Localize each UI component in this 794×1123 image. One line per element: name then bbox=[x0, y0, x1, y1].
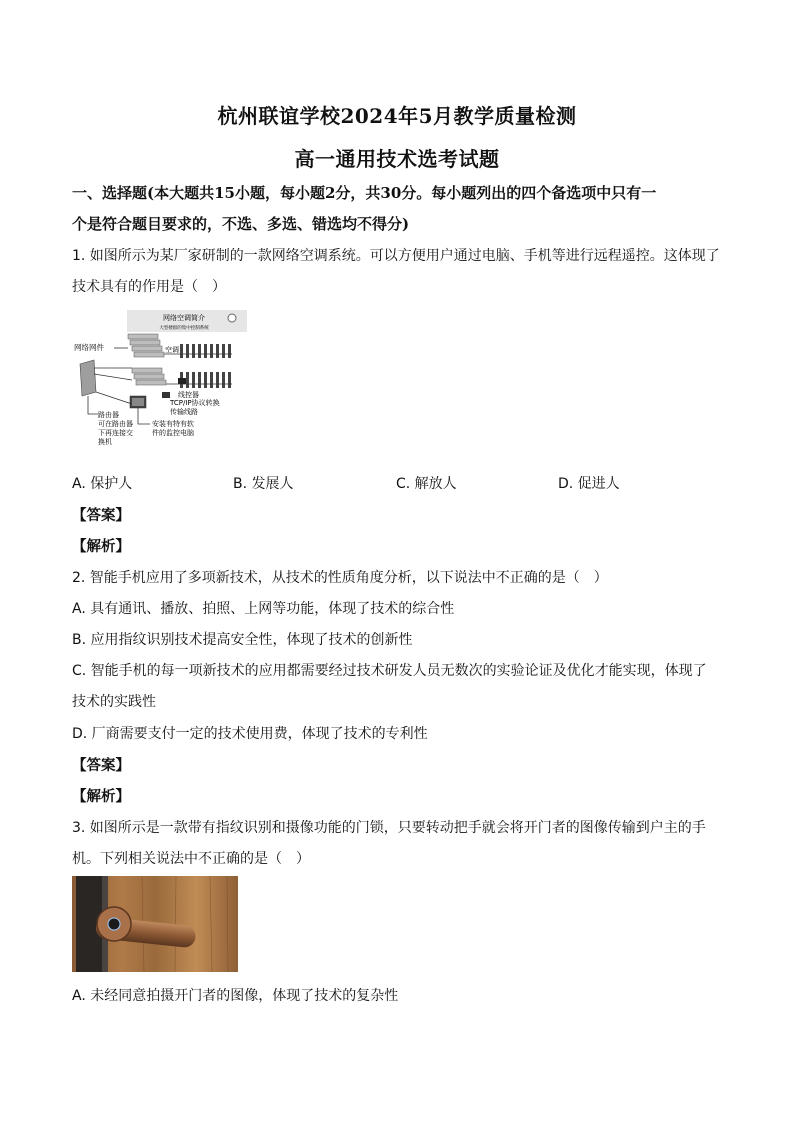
q1-option-a: A. 保护人 bbox=[72, 476, 133, 492]
section-heading-line2: 个是符合题目要求的，不选、多选、错选均不得分) bbox=[72, 215, 410, 233]
q1-option-b: B. 发展人 bbox=[233, 476, 294, 492]
q1-option-d: D. 促进人 bbox=[558, 476, 620, 492]
q2-option-c-line1: C. 智能手机的每一项新技术的应用都需要经过技术研发人员无数次的实验论证及优化才能实现，体现了 bbox=[72, 663, 707, 679]
controller-label: 线控器 bbox=[178, 391, 199, 399]
q2-stem: 2. 智能手机应用了多项新技术，从技术的性质角度分析，以下说法中不正确的是（ ） bbox=[72, 570, 608, 586]
ac-label: 空调 bbox=[165, 346, 179, 354]
q2-option-a: A. 具有通讯、播放、拍照、上网等功能，体现了技术的综合性 bbox=[72, 601, 455, 617]
ac-unit-cluster-bottom bbox=[132, 368, 166, 385]
router-label-line2: 可在路由器 bbox=[98, 420, 133, 428]
q3-option-a: A. 未经同意拍摄开门者的图像，体现了技术的复杂性 bbox=[72, 988, 399, 1004]
converter-label: TCP/IP协议转换 bbox=[170, 399, 220, 407]
converter-device bbox=[162, 392, 170, 398]
router-label-line1: 路由器 bbox=[98, 411, 119, 419]
q2-answer-label: 【答案】 bbox=[72, 758, 130, 774]
section-heading-line1: 一、选择题(本大题共15小题，每小题2分，共30分。每小题列出的四个备选项中只有一 bbox=[72, 184, 657, 202]
q2-analysis-label: 【解析】 bbox=[72, 789, 130, 805]
q1-stem-line2: 技术具有的作用是（ ） bbox=[72, 279, 226, 295]
fingerprint-sensor-icon bbox=[108, 918, 120, 930]
router-label-line4: 换机 bbox=[98, 438, 112, 446]
q2-option-d: D. 厂商需要支付一定的技术使用费，体现了技术的专利性 bbox=[72, 726, 428, 742]
line-label: 传输线路 bbox=[170, 408, 198, 416]
network-label: 网络网件 bbox=[74, 343, 104, 352]
ac-unit-column-top bbox=[180, 344, 231, 358]
q2-option-b: B. 应用指纹识别技术提高安全性，体现了技术的创新性 bbox=[72, 632, 413, 648]
q1-analysis-label: 【解析】 bbox=[72, 539, 130, 555]
network-ac-diagram bbox=[72, 308, 248, 456]
ac-unit-column-bottom bbox=[180, 372, 231, 388]
q1-answer-label: 【答案】 bbox=[72, 508, 130, 524]
diagram-banner-subtitle: 大型楼群的集中控制系统 bbox=[159, 326, 209, 331]
fingerprint-door-lock-photo bbox=[72, 876, 238, 972]
q2-option-c-line2: 技术的实践性 bbox=[72, 694, 156, 710]
exam-title: 杭州联谊学校2024年5月教学质量检测 bbox=[217, 104, 577, 128]
q3-stem-line1: 3. 如图所示是一款带有指纹识别和摄像功能的门锁，只要转动把手就会将开门者的图像传输到户主的手 bbox=[72, 820, 706, 836]
info-icon bbox=[228, 314, 236, 322]
pc-label-line2: 件的监控电脑 bbox=[152, 429, 194, 437]
q1-stem-line1: 1. 如图所示为某厂家研制的一款网络空调系统。可以方便用户通过电脑、手机等进行远程遥控。这体现了 bbox=[72, 248, 720, 264]
router-label-line3: 下再连接交 bbox=[98, 429, 133, 437]
exam-subtitle: 高一通用技术选考试题 bbox=[294, 147, 500, 171]
pc-label-line1: 安装有特有软 bbox=[152, 420, 194, 428]
q1-option-c: C. 解放人 bbox=[396, 476, 457, 492]
q3-stem-line2: 机。下列相关说法中不正确的是（ ） bbox=[72, 851, 310, 867]
diagram-banner-title: 网络空调简介 bbox=[163, 314, 205, 322]
router-device bbox=[80, 360, 96, 396]
controller-device bbox=[178, 378, 186, 384]
